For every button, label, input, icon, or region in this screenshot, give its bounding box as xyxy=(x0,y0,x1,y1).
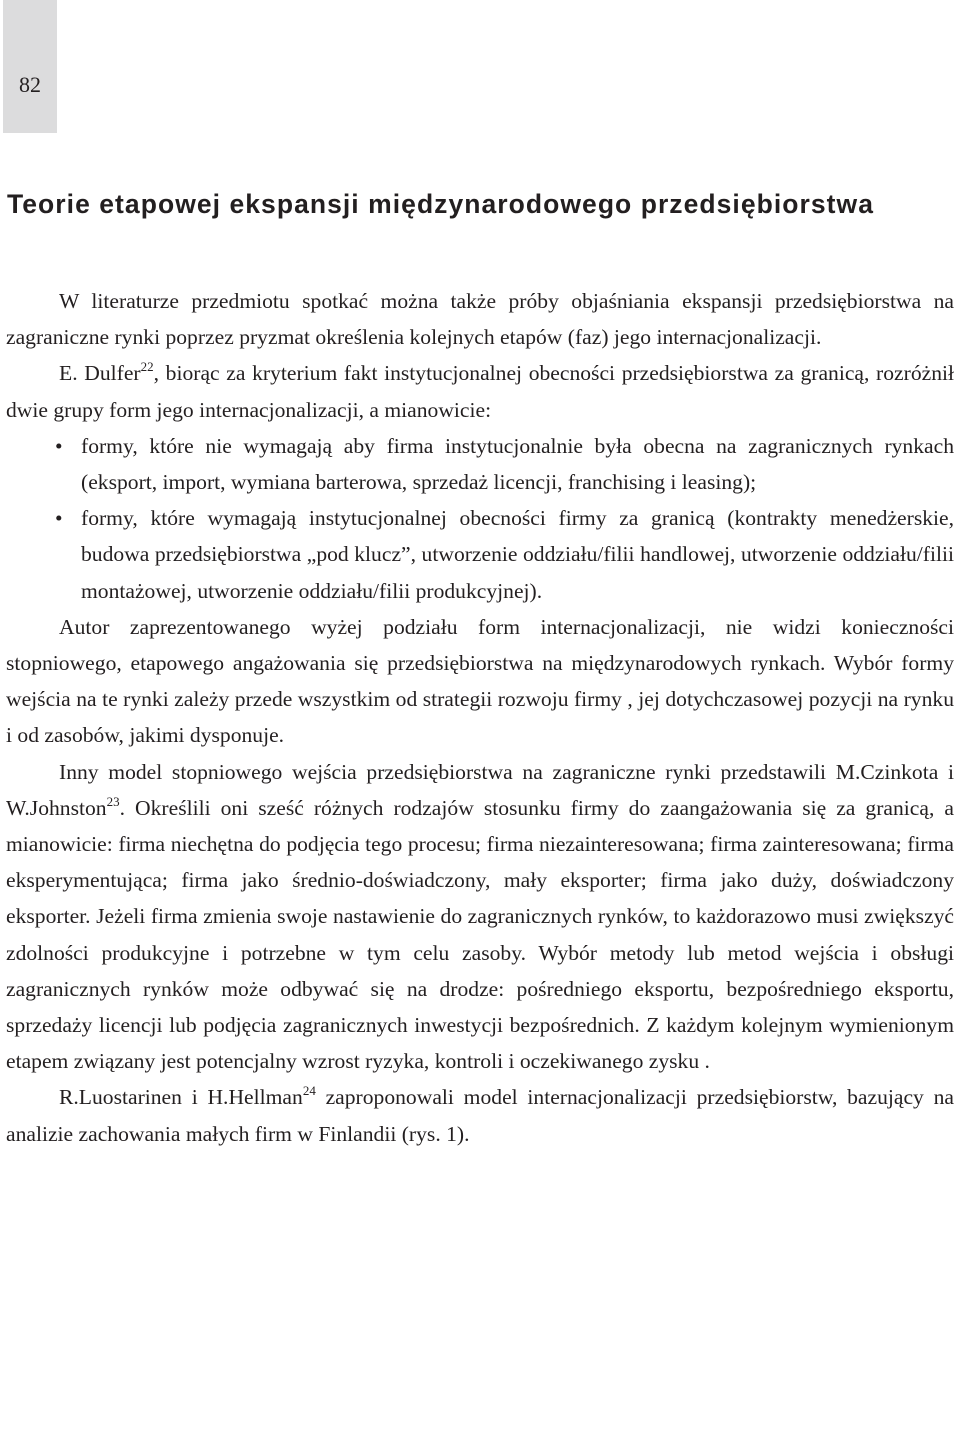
body-text xyxy=(6,283,954,1152)
paragraph-dulfer-text: , biorąc za kryterium fakt instytucjonalnej obecności przedsiębiorstwa za granicą, rozróżnił dwie grupy form jego internacjonalizacji, a mianowicie: xyxy=(6,361,954,422)
paragraph-author: Autor zaprezentowanego wyżej podziału form internacjonalizacji, nie widzi konieczności stopniowego, etapowego angażowania się przedsiębiorstwa na międzynarodowych rynkach. Wybór formy wejścia na te rynki zależy przede wszystkim od strategii rozwoju firmy , jej dotychczasowej pozycji na rynku i od zasobów, jakimi dysponuje. xyxy=(6,614,954,748)
list-item: • formy, które wymagają instytucjonalnej obecności firmy za granicą (kontrakty menedżerskie, budowa przedsiębiorstwa „pod klucz”, utworzenie oddziału/filii handlowej, utworzenie oddziału/filii montażowej, utworzenie oddziału/filii produkcyjnej). xyxy=(81,500,954,609)
paragraph-dulfer xyxy=(6,355,954,427)
paragraph-luostarinen-text: zaproponowali model internacjonalizacji przedsiębiorstw, bazujący na analizie zachowania małych firm w Finlandii (rys. 1). xyxy=(6,1085,954,1146)
paragraph-luostarinen-lead: R.Luostarinen i H.Hellman xyxy=(59,1085,303,1110)
paragraph-czinkota-lead: Inny model stopniowego wejścia przedsiębiorstwa na zagraniczne rynki przedstawili M.Czinkota i W.Johnston xyxy=(6,759,954,820)
footnote-ref-24: 24 xyxy=(302,1083,316,1099)
section-heading: Teorie etapowej ekspansji międzynarodowego przedsiębiorstwa xyxy=(7,189,874,219)
paragraph-dulfer-lead: E. Dulfer xyxy=(59,361,141,386)
page-number-tab xyxy=(3,0,57,133)
page-number: 82 xyxy=(19,72,41,97)
list-item: • formy, które nie wymagają aby firma instytucjonalnie była obecna na zagranicznych rynkach (eksport, import, wymiana barterowa, sprzedaż licencji, franchising i leasing); xyxy=(81,428,954,500)
forms-list xyxy=(6,428,954,609)
footnote-ref-23: 23 xyxy=(106,793,120,809)
paragraph-czinkota-text: . Określili oni sześć różnych rodzajów stosunku firmy do zaangażowania się za granicą, a mianowicie: firma niechętna do podjęcia tego procesu; firma niezainteresowana; firma zainteresowana; firma eksperymentująca; firma jako średnio-doświadczony, mały eksporter; firma jako duży, doświadczony eksporter. Jeżeli firma zmienia swoje nastawienie do zagranicznych rynków, to każdorazowo musi zwiększyć zdolności produkcyjne i potrzebne w tym celu zasoby. Wybór metody lub metod wejścia i obsługi zagranicznych rynków może odbywać się na drodze: pośredniego eksportu, bezpośredniego eksportu, sprzedaży licencji lub podjęcia zagranicznych inwestycji bezpośrednich. Z każdym kolejnym wymienionym etapem związany jest potencjalny wzrost ryzyka, kontroli i oczekiwanego zysku . xyxy=(6,795,954,1074)
footnote-ref-22: 22 xyxy=(140,359,154,375)
paragraph-intro: W literaturze przedmiotu spotkać można także próby objaśniania ekspansji przedsiębiorstwa na zagraniczne rynki poprzez pryzmat określenia kolejnych etapów (faz) jego internacjonalizacji. xyxy=(6,289,954,350)
paragraph-czinkota xyxy=(6,754,954,1080)
paragraph-luostarinen xyxy=(6,1079,954,1151)
